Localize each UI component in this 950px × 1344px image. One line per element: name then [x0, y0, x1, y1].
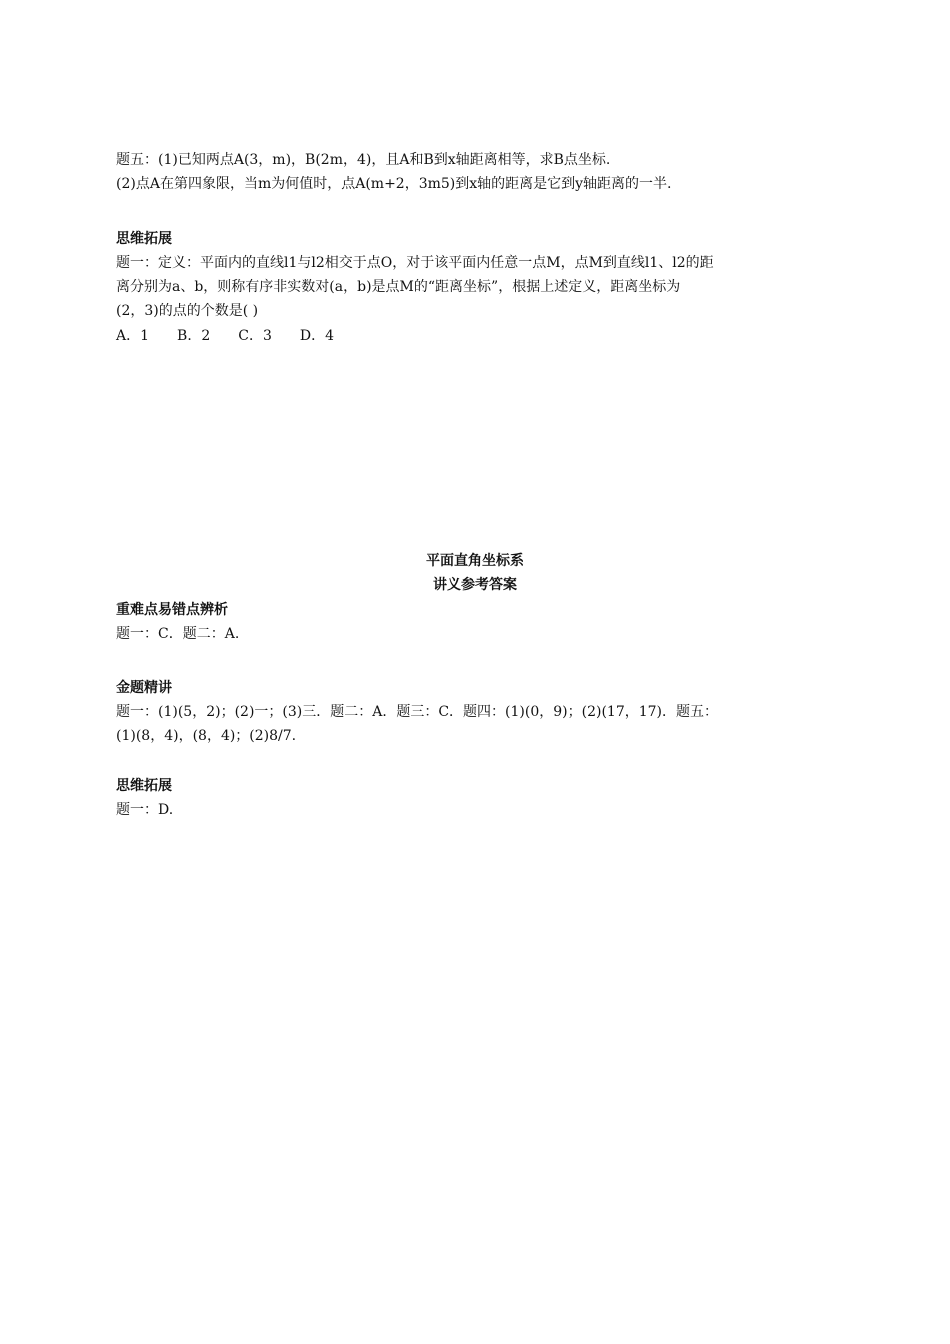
- extension-problem-line-1: 题一：定义：平面内的直线l1与l2相交于点O，对于该平面内任意一点M，点M到直线l1、l2的距: [116, 255, 714, 271]
- extension-problem-line-2: 离分别为a、b，则称有序非实数对(a，b)是点M的“距离坐标”，根据上述定义，距离坐标为: [116, 279, 681, 295]
- answers-section-1-heading: 重难点易错点辨析: [116, 602, 228, 618]
- option-d: D．4: [299, 328, 334, 344]
- answers-section-1-line: 题一：C．题二：A.: [116, 626, 240, 642]
- extension-heading: 思维拓展: [116, 231, 172, 247]
- answers-section-3-line: 题一：D.: [116, 802, 174, 818]
- answers-subtitle: 讲义参考答案: [433, 577, 517, 593]
- extension-problem-line-3: (2，3)的点的个数是( ): [116, 303, 259, 319]
- problem-5-line-2: (2)点A在第四象限，当m为何值时，点A(m+2，3m5)到x轴的距离是它到y轴距离的一半.: [116, 176, 672, 192]
- option-b: B．2: [177, 328, 211, 344]
- answers-section-2-line-1: 题一：(1)(5，2)；(2)一；(3)三．题二：A．题三：C．题四：(1)(0，9)；(2)(17，17)．题五：: [116, 704, 719, 720]
- answers-title: 平面直角坐标系: [426, 553, 524, 569]
- answers-section-3-heading: 思维拓展: [116, 778, 172, 794]
- answers-section-2-heading: 金题精讲: [116, 680, 172, 696]
- extension-options: [116, 326, 362, 346]
- problem-5-line-1: 题五：(1)已知两点A(3，m)，B(2m，4)，且A和B到x轴距离相等，求B点坐标.: [116, 152, 611, 168]
- option-c: C．3: [238, 328, 272, 344]
- option-a: A．1: [116, 328, 150, 344]
- answers-section-2-line-2: (1)(8，4)，(8，4)；(2)8/7.: [116, 728, 297, 744]
